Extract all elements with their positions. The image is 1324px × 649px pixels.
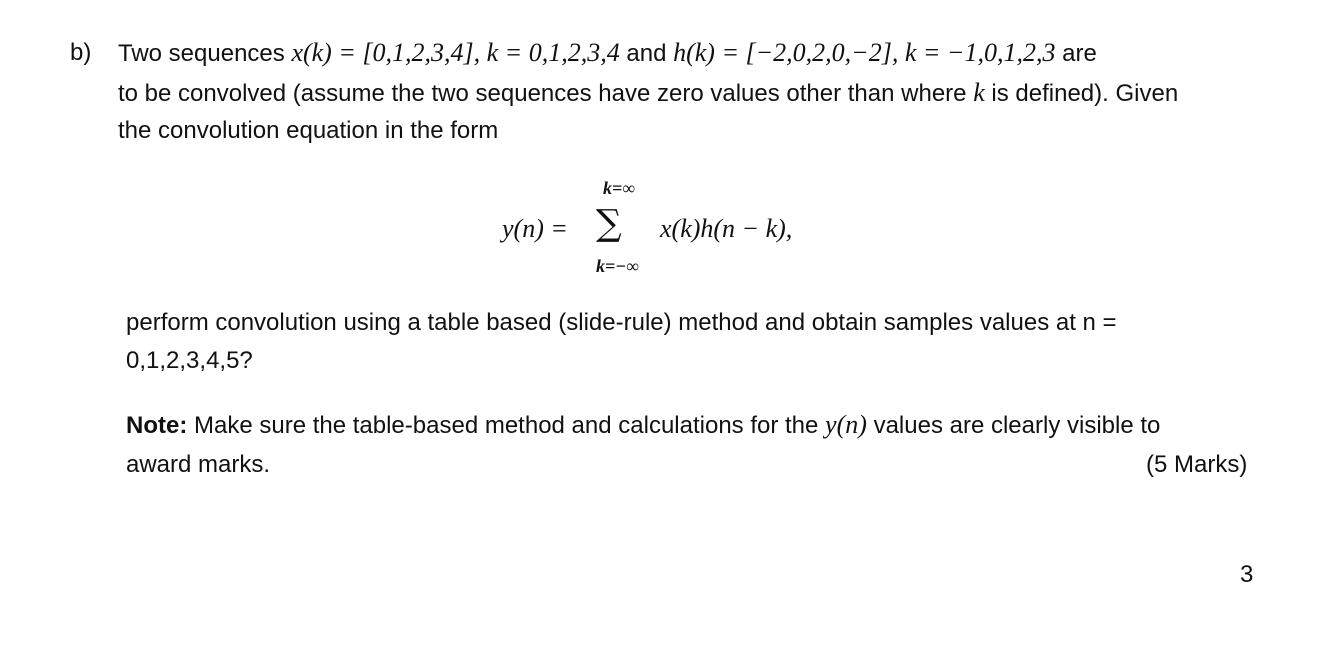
text: and: [619, 40, 674, 67]
marks-label: (5 Marks): [1146, 451, 1248, 478]
x-sequence-definition: x(k) = [0,1,2,3,4], k = 0,1,2,3,4: [291, 38, 620, 67]
sum-symbol: ∑: [596, 203, 622, 244]
question-line-3: the convolution equation in the form: [118, 117, 499, 144]
note-line-2: award marks.: [126, 451, 271, 478]
text: to be convolved (assume the two sequences have zero values other than where: [118, 80, 974, 107]
page-number: 3: [1240, 561, 1254, 588]
sum-lower-limit: k=−∞: [596, 256, 639, 276]
sum-upper-limit: k=∞: [603, 178, 636, 198]
h-sequence-definition: h(k) = [−2,0,2,0,−2], k = −1,0,1,2,3: [673, 38, 1056, 67]
equation-right: x(k)h(n − k),: [660, 214, 793, 243]
text: Make sure the table-based method and calculations for the: [187, 412, 826, 439]
instruction-line-2: 0,1,2,3,4,5?: [126, 347, 253, 374]
question-label: b): [70, 39, 92, 66]
text: Two sequences: [118, 40, 292, 67]
instruction-line-1: perform convolution using a table based (slide-rule) method and obtain samples values at n =: [126, 309, 1117, 336]
k-variable: k: [973, 78, 985, 107]
equation-left: y(n) =: [502, 214, 568, 243]
note-line-1: [126, 410, 1160, 441]
text: values are clearly visible to: [866, 412, 1161, 439]
question-line-1: [118, 38, 1097, 69]
question-line-2: [118, 78, 1178, 109]
y-n-term: y(n): [825, 410, 867, 439]
text: is defined). Given: [984, 80, 1179, 107]
text: are: [1055, 40, 1097, 67]
note-label: Note:: [126, 412, 188, 439]
